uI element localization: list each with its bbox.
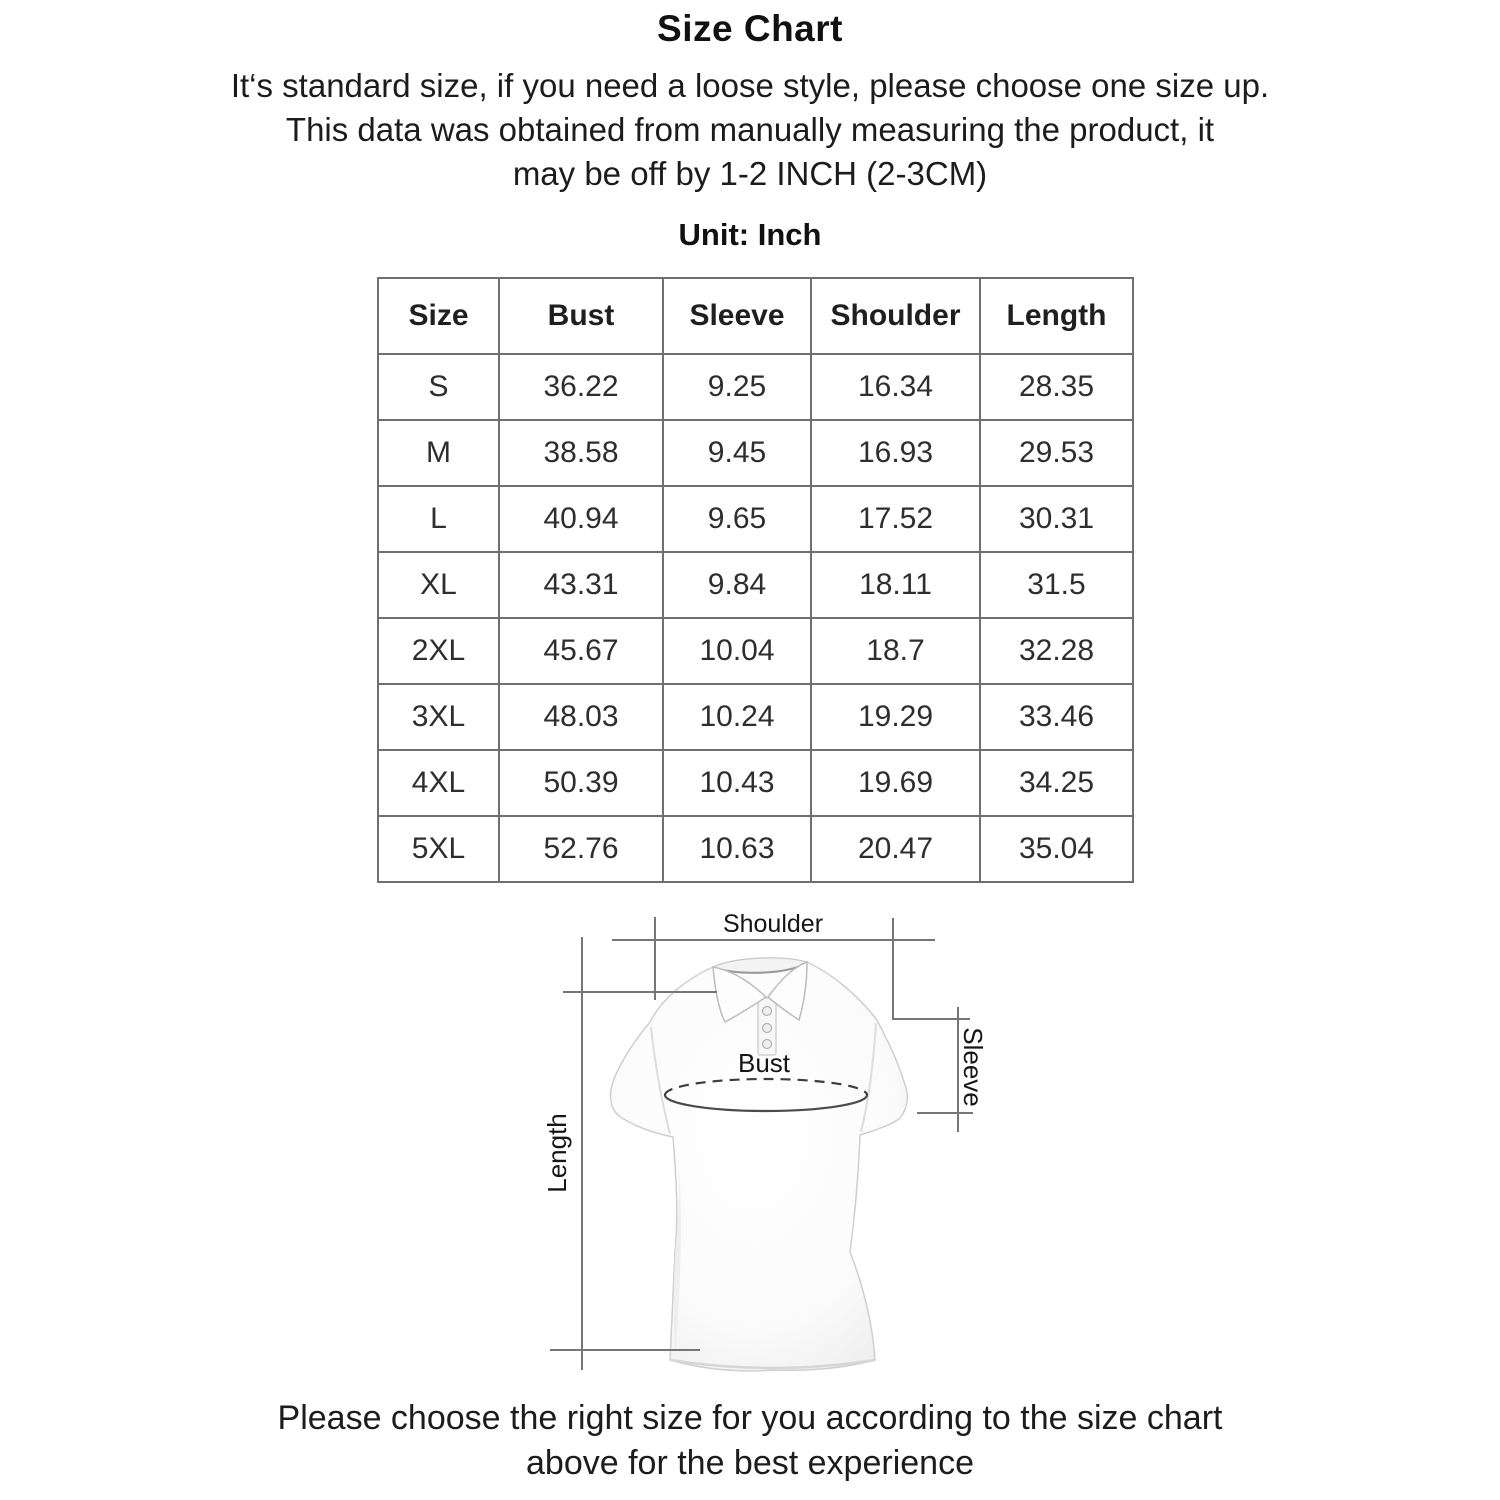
measurement-cell: 18.11 bbox=[811, 552, 980, 618]
measurement-cell: 43.31 bbox=[499, 552, 663, 618]
size-cell: 5XL bbox=[378, 816, 499, 882]
column-header-size: Size bbox=[378, 278, 499, 354]
polo-shirt-illustration bbox=[530, 900, 1020, 1390]
table-row-s bbox=[378, 354, 1133, 420]
size-cell: XL bbox=[378, 552, 499, 618]
measurement-cell: 18.7 bbox=[811, 618, 980, 684]
table-row-3xl bbox=[378, 684, 1133, 750]
page-title: Size Chart bbox=[657, 8, 843, 49]
sleeve-label: Sleeve bbox=[958, 1027, 988, 1107]
size-table-body bbox=[378, 354, 1133, 882]
measurement-cell: 30.31 bbox=[980, 486, 1133, 552]
button-1 bbox=[763, 1007, 772, 1016]
column-header-shoulder: Shoulder bbox=[811, 278, 980, 354]
footer-note-line-1: Please choose the right size for you according to the size chart bbox=[277, 1399, 1223, 1437]
footer-note bbox=[0, 1396, 1500, 1486]
measurement-cell: 34.25 bbox=[980, 750, 1133, 816]
size-cell: L bbox=[378, 486, 499, 552]
size-table bbox=[377, 277, 1134, 883]
measurement-cell: 10.04 bbox=[663, 618, 811, 684]
size-table-header-row bbox=[378, 278, 1133, 354]
measurement-cell: 10.24 bbox=[663, 684, 811, 750]
size-cell: 2XL bbox=[378, 618, 499, 684]
size-note bbox=[0, 64, 1500, 196]
button-2 bbox=[763, 1024, 772, 1033]
measurement-cell: 31.5 bbox=[980, 552, 1133, 618]
size-note-line-2: This data was obtained from manually measuring the product, it bbox=[285, 111, 1215, 148]
measurement-cell: 9.84 bbox=[663, 552, 811, 618]
measurement-cell: 50.39 bbox=[499, 750, 663, 816]
table-row-2xl bbox=[378, 618, 1133, 684]
table-row-l bbox=[378, 486, 1133, 552]
measurement-cell: 16.34 bbox=[811, 354, 980, 420]
measurement-cell: 38.58 bbox=[499, 420, 663, 486]
measurement-cell: 28.35 bbox=[980, 354, 1133, 420]
table-row-m bbox=[378, 420, 1133, 486]
measurement-cell: 32.28 bbox=[980, 618, 1133, 684]
size-table-container bbox=[377, 277, 1134, 883]
size-note-line-1: It‘s standard size, if you need a loose style, please choose one size up. bbox=[230, 67, 1270, 104]
size-cell: S bbox=[378, 354, 499, 420]
measurement-cell: 17.52 bbox=[811, 486, 980, 552]
table-row-4xl bbox=[378, 750, 1133, 816]
measurement-cell: 33.46 bbox=[980, 684, 1133, 750]
length-label: Length bbox=[542, 1113, 572, 1193]
size-note-line-3: may be off by 1-2 INCH (2-3CM) bbox=[512, 155, 988, 192]
measurement-cell: 45.67 bbox=[499, 618, 663, 684]
table-row-5xl bbox=[378, 816, 1133, 882]
footer-note-line-2: above for the best experience bbox=[526, 1444, 974, 1482]
measurement-cell: 29.53 bbox=[980, 420, 1133, 486]
measurement-cell: 9.65 bbox=[663, 486, 811, 552]
measurement-cell: 10.43 bbox=[663, 750, 811, 816]
unit-label: Unit: Inch bbox=[678, 217, 822, 252]
measurement-cell: 48.03 bbox=[499, 684, 663, 750]
shoulder-label: Shoulder bbox=[722, 910, 824, 938]
measurement-cell: 52.76 bbox=[499, 816, 663, 882]
measurement-cell: 9.45 bbox=[663, 420, 811, 486]
measurement-cell: 19.69 bbox=[811, 750, 980, 816]
measurement-cell: 10.63 bbox=[663, 816, 811, 882]
measurement-cell: 40.94 bbox=[499, 486, 663, 552]
size-cell: 3XL bbox=[378, 684, 499, 750]
column-header-bust: Bust bbox=[499, 278, 663, 354]
column-header-sleeve: Sleeve bbox=[663, 278, 811, 354]
table-row-xl bbox=[378, 552, 1133, 618]
shirt-measurement-diagram bbox=[530, 900, 1020, 1390]
bust-label: Bust bbox=[737, 1048, 791, 1078]
size-cell: 4XL bbox=[378, 750, 499, 816]
measurement-cell: 20.47 bbox=[811, 816, 980, 882]
measurement-cell: 9.25 bbox=[663, 354, 811, 420]
measurement-cell: 35.04 bbox=[980, 816, 1133, 882]
measurement-cell: 19.29 bbox=[811, 684, 980, 750]
measurement-cell: 16.93 bbox=[811, 420, 980, 486]
column-header-length: Length bbox=[980, 278, 1133, 354]
size-cell: M bbox=[378, 420, 499, 486]
measurement-cell: 36.22 bbox=[499, 354, 663, 420]
